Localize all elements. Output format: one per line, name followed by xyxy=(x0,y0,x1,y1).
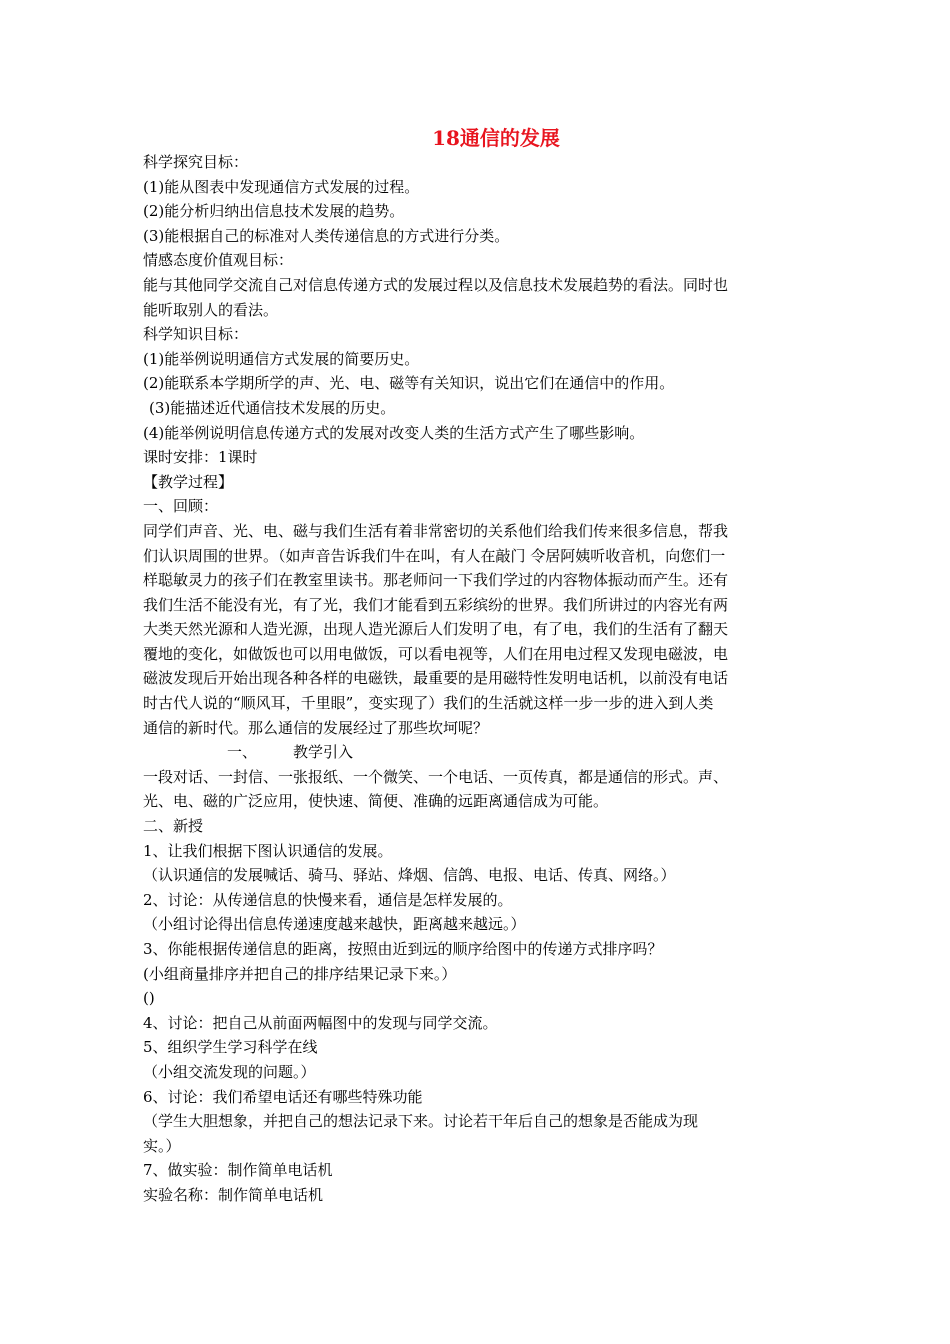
list-item: （小组讨论得出信息传递速度越来越快，距离越来越远。） xyxy=(143,915,526,934)
paragraph-line: 大类天然光源和人造光源，出现人造光源后人们发明了电，有了电，我们的生活有了翻天 xyxy=(143,620,729,639)
section-heading: 二、新授 xyxy=(143,817,204,836)
section-heading: 【教学过程】 xyxy=(143,472,234,491)
list-item: (小组商量排序并把自己的排序结果记录下来。） xyxy=(143,964,457,983)
list-item: （小组交流发现的问题。） xyxy=(143,1062,316,1081)
paragraph-line: 时古代人说的“顺风耳，千里眼”，变实现了）我们的生活就这样一步一步的进入到人类 xyxy=(143,694,714,713)
heading-text: 教学引入 xyxy=(293,743,354,762)
paragraph-line: 我们生活不能没有光，有了光，我们才能看到五彩缤纷的世界。我们所讲过的内容光有两 xyxy=(143,595,729,614)
list-item: 5、组织学生学习科学在线 xyxy=(143,1038,318,1057)
list-item: 2、讨论：从传递信息的快慢来看，通信是怎样发展的。 xyxy=(143,890,513,909)
list-item: 实验名称：制作简单电话机 xyxy=(143,1185,324,1204)
heading-number: 一、 xyxy=(227,743,258,762)
section-heading: 科学知识目标： xyxy=(143,325,249,344)
list-item: 实。） xyxy=(143,1136,181,1155)
list-item: （认识通信的发展喊话、骑马、驿站、烽烟、信鸽、电报、电话、传真、网络。） xyxy=(143,866,676,885)
list-item: (2)能分析归纳出信息技术发展的趋势。 xyxy=(143,202,405,221)
list-item: (3)能描述近代通信技术发展的历史。 xyxy=(149,398,396,417)
list-item: 4、讨论：把自己从前面两幅图中的发现与同学交流。 xyxy=(143,1013,498,1032)
paragraph-line: 们认识周围的世界。（如声音告诉我们牛在叫，有人在敲门 令居阿姨听收音机，向您们一 xyxy=(143,546,726,565)
section-heading: 科学探究目标： xyxy=(143,153,249,171)
paragraph-line: 能与其他同学交流自己对信息传递方式的发展过程以及信息技术发展趋势的看法。同时也 xyxy=(143,275,729,294)
section-heading xyxy=(143,740,803,765)
paragraph-line: 磁波发现后开始出现各种各样的电磁铁，最重要的是用磁特性发明电话机，以前没有电话 xyxy=(143,669,729,688)
list-item: 6、讨论：我们希望电话还有哪些特殊功能 xyxy=(143,1087,423,1106)
list-item: （学生大胆想象，并把自己的想法记录下来。讨论若干年后自己的想象是否能成为现 xyxy=(143,1112,699,1131)
paragraph-line: 一段对话、一封信、一张报纸、一个微笑、一个电话、一页传真，都是通信的形式。声、 xyxy=(143,767,729,786)
paragraph-line: 覆地的变化，如做饭也可以用电做饭，可以看电视等，人们在用电过程又发现电磁波，电 xyxy=(143,644,729,663)
list-item: 7、做实验：制作简单电话机 xyxy=(143,1161,333,1180)
class-schedule: 课时安排：1课时 xyxy=(143,448,258,467)
document-body xyxy=(143,150,803,1208)
paragraph-line: 能听取别人的看法。 xyxy=(143,300,279,319)
page-title: 18通信的发展 xyxy=(432,126,560,150)
paragraph-line: 通信的新时代。那么通信的发展经过了那些坎坷呢？ xyxy=(143,718,489,737)
list-item: 1、让我们根据下图认识通信的发展。 xyxy=(143,841,393,860)
list-item: (3)能根据自己的标准对人类传递信息的方式进行分类。 xyxy=(143,226,510,245)
section-heading: 情感态度价值观目标： xyxy=(143,251,294,270)
list-item: (1)能从图表中发现通信方式发展的过程。 xyxy=(143,177,420,196)
list-item: () xyxy=(143,989,155,1008)
list-item: 3、你能根据传递信息的距离，按照由近到远的顺序给图中的传递方式排序吗？ xyxy=(143,940,663,958)
list-item: (1)能举例说明通信方式发展的简要历史。 xyxy=(143,349,420,368)
list-item: (4)能举例说明信息传递方式的发展对改变人类的生活方式产生了哪些影响。 xyxy=(143,423,645,442)
paragraph-line: 同学们声音、光、电、磁与我们生活有着非常密切的关系他们给我们传来很多信息，帮我 xyxy=(143,521,729,540)
section-heading: 一、回顾： xyxy=(143,497,219,516)
paragraph-line: 光、电、磁的广泛应用，使快速、简便、准确的远距离通信成为可能。 xyxy=(143,792,609,811)
list-item: (2)能联系本学期所学的声、光、电、磁等有关知识，说出它们在通信中的作用。 xyxy=(143,374,675,393)
paragraph-line: 样聪敏灵力的孩子们在教室里读书。那老师问一下我们学过的内容物体振动而产生。还有 xyxy=(143,571,729,590)
